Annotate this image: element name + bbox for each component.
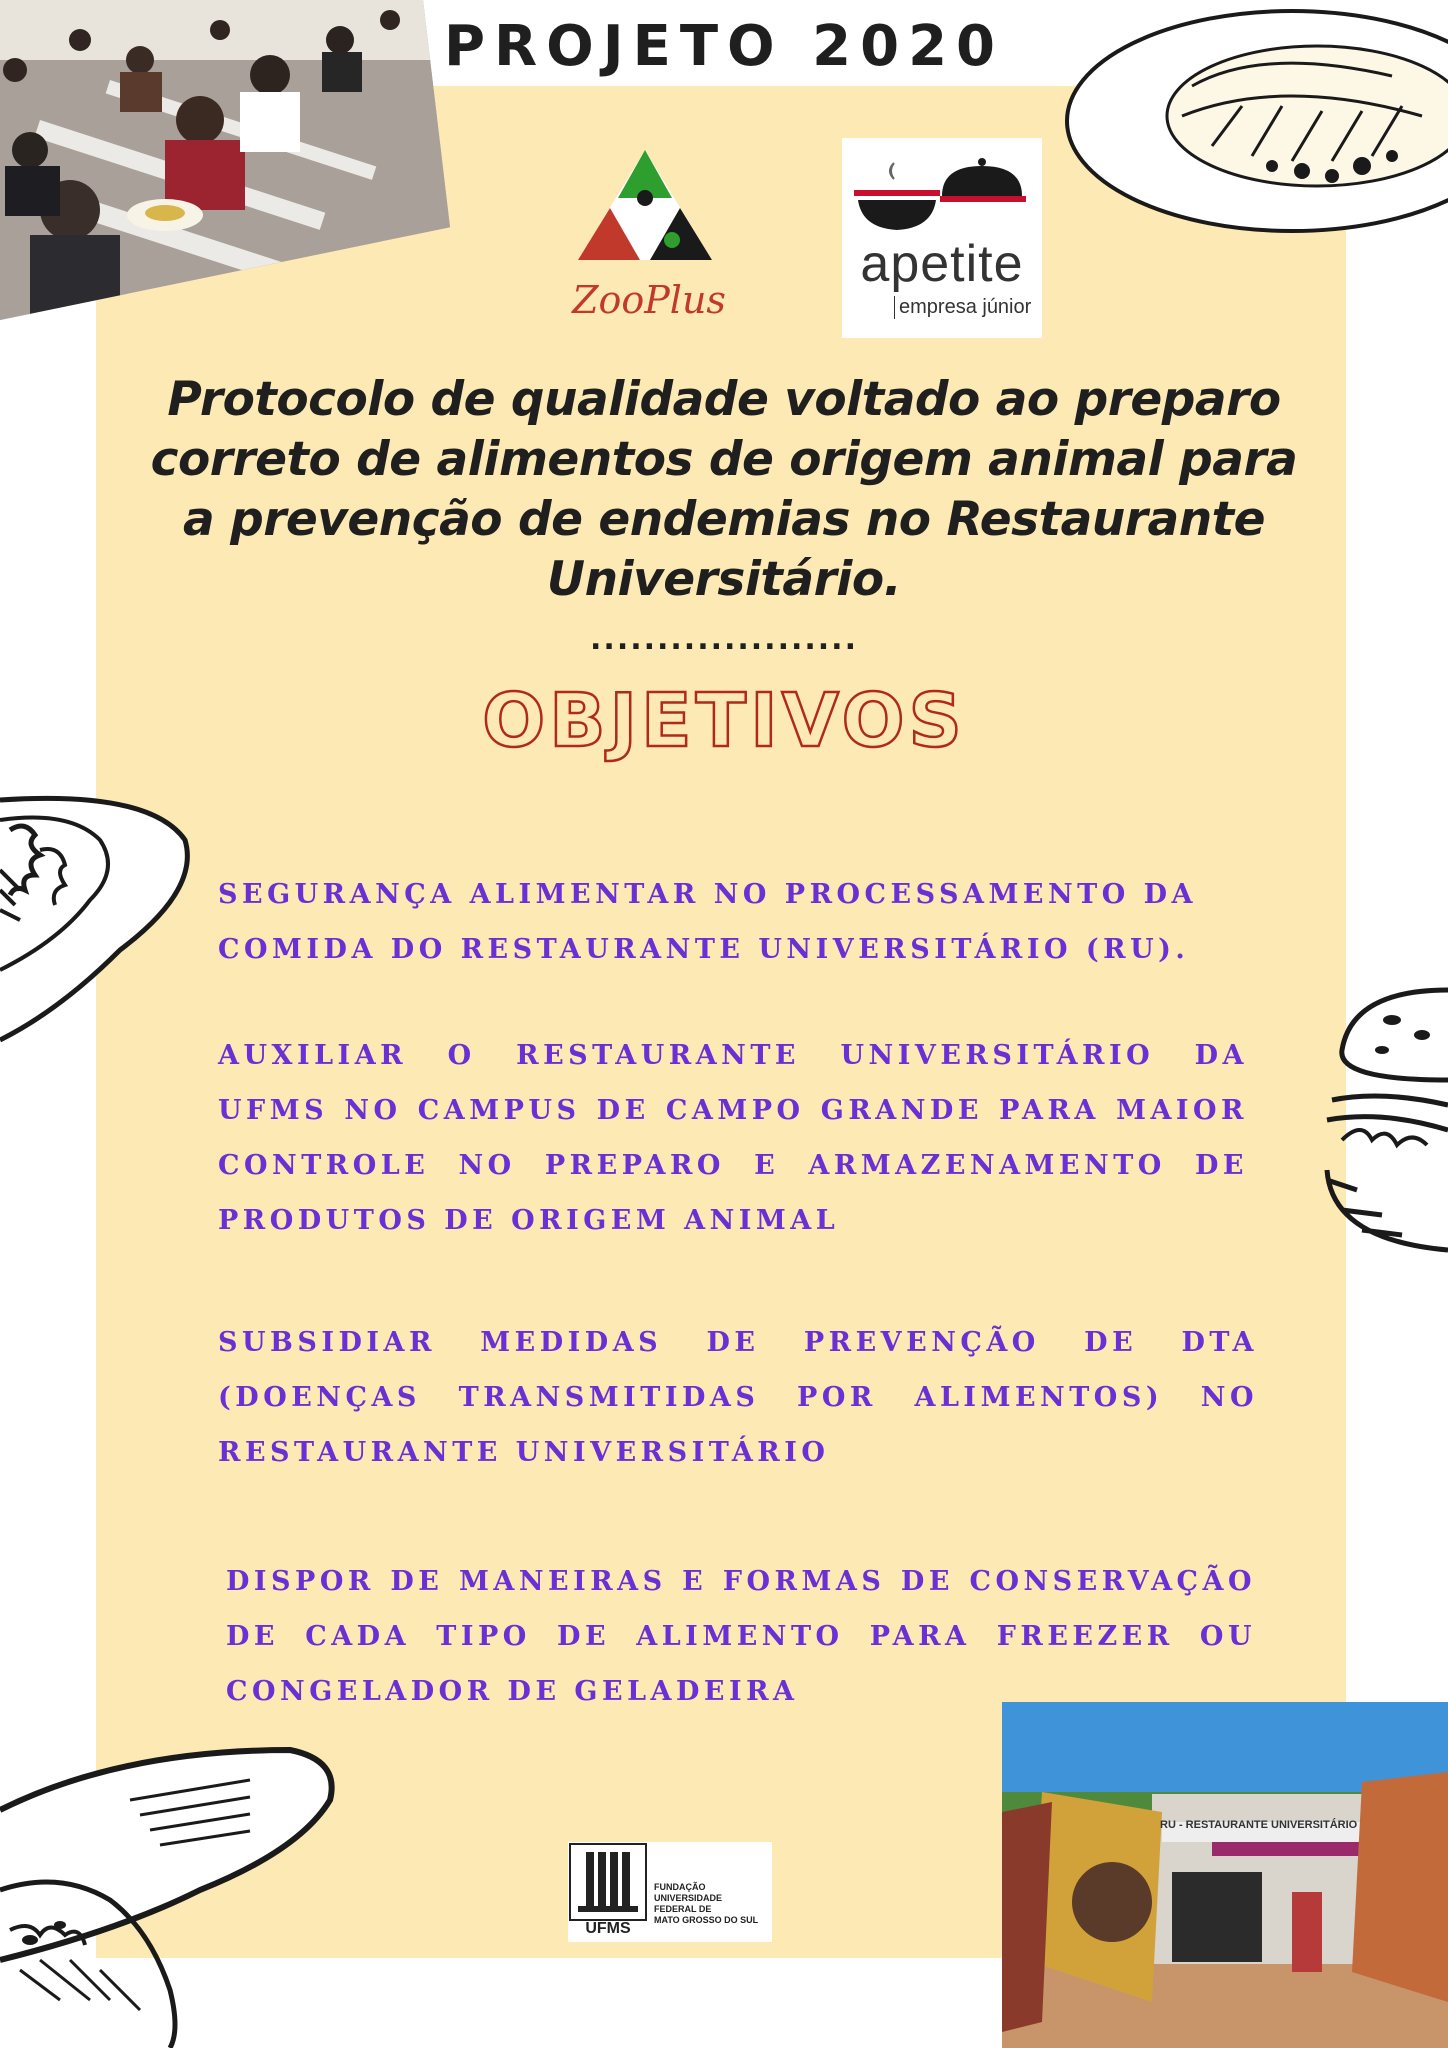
ufms-line: FUNDAÇÃO	[654, 1882, 706, 1892]
apetite-wordmark: apetite	[860, 235, 1024, 293]
triangle-people-icon	[530, 140, 750, 290]
ufms-line: FEDERAL DE	[654, 1904, 712, 1914]
apetite-logo	[842, 138, 1042, 338]
ufms-building-icon	[568, 1842, 648, 1922]
zooplus-logo	[530, 140, 750, 340]
objective-item: SEGURANÇA ALIMENTAR NO PROCESSAMENTO DA COMIDA DO RESTAURANTE UNIVERSITÁRIO (RU).	[218, 879, 1198, 965]
burger-sketch-right	[1322, 980, 1448, 1280]
dotted-separator: ....................	[590, 622, 858, 657]
food-sketch-top-right	[1062, 6, 1448, 256]
ufms-mark: UFMS	[585, 1920, 631, 1937]
sandwich-sketch-bottom-left	[0, 1730, 350, 2048]
project-title: PROJETO 2020	[443, 14, 1005, 79]
ufms-institution-name	[654, 1882, 772, 1926]
cloche-bowl-icon	[842, 138, 1042, 233]
apetite-subtitle: empresa júnior	[894, 296, 1031, 319]
section-title: OBJETIVOS	[482, 678, 966, 764]
restaurant-building-photo	[1002, 1702, 1448, 2048]
protocol-heading: Protocolo de qualidade voltado ao preparo correto de alimentos de origem animal para a prevenção de endemias no Restaurante Universitário.	[150, 372, 1298, 607]
objective-item: SUBSIDIAR MEDIDAS DE PREVENÇÃO DE DTA (DOENÇAS TRANSMITIDAS POR ALIMENTOS) NO RESTAURANTE UNIVERSITÁRIO	[218, 1327, 1258, 1468]
building-sign: RU - RESTAURANTE UNIVERSITÁRIO	[1160, 1819, 1358, 1831]
ufms-logo	[568, 1842, 772, 1942]
zooplus-wordmark: ZooPlus	[572, 278, 726, 322]
objective-item: AUXILIAR O RESTAURANTE UNIVERSITÁRIO DA UFMS NO CAMPUS DE CAMPO GRANDE PARA MAIOR CONTROLE NO PREPARO E ARMAZENAMENTO DE PRODUTOS DE ORIGEM ANIMAL	[218, 1040, 1248, 1236]
food-sketch-left	[0, 780, 200, 1060]
ufms-line: UNIVERSIDADE	[654, 1893, 723, 1903]
ufms-line: MATO GROSSO DO SUL	[654, 1915, 759, 1925]
objective-item: DISPOR DE MANEIRAS E FORMAS DE CONSERVAÇÃO DE CADA TIPO DE ALIMENTO PARA FREEZER OU CONGELADOR DE GELADEIRA	[226, 1566, 1256, 1707]
